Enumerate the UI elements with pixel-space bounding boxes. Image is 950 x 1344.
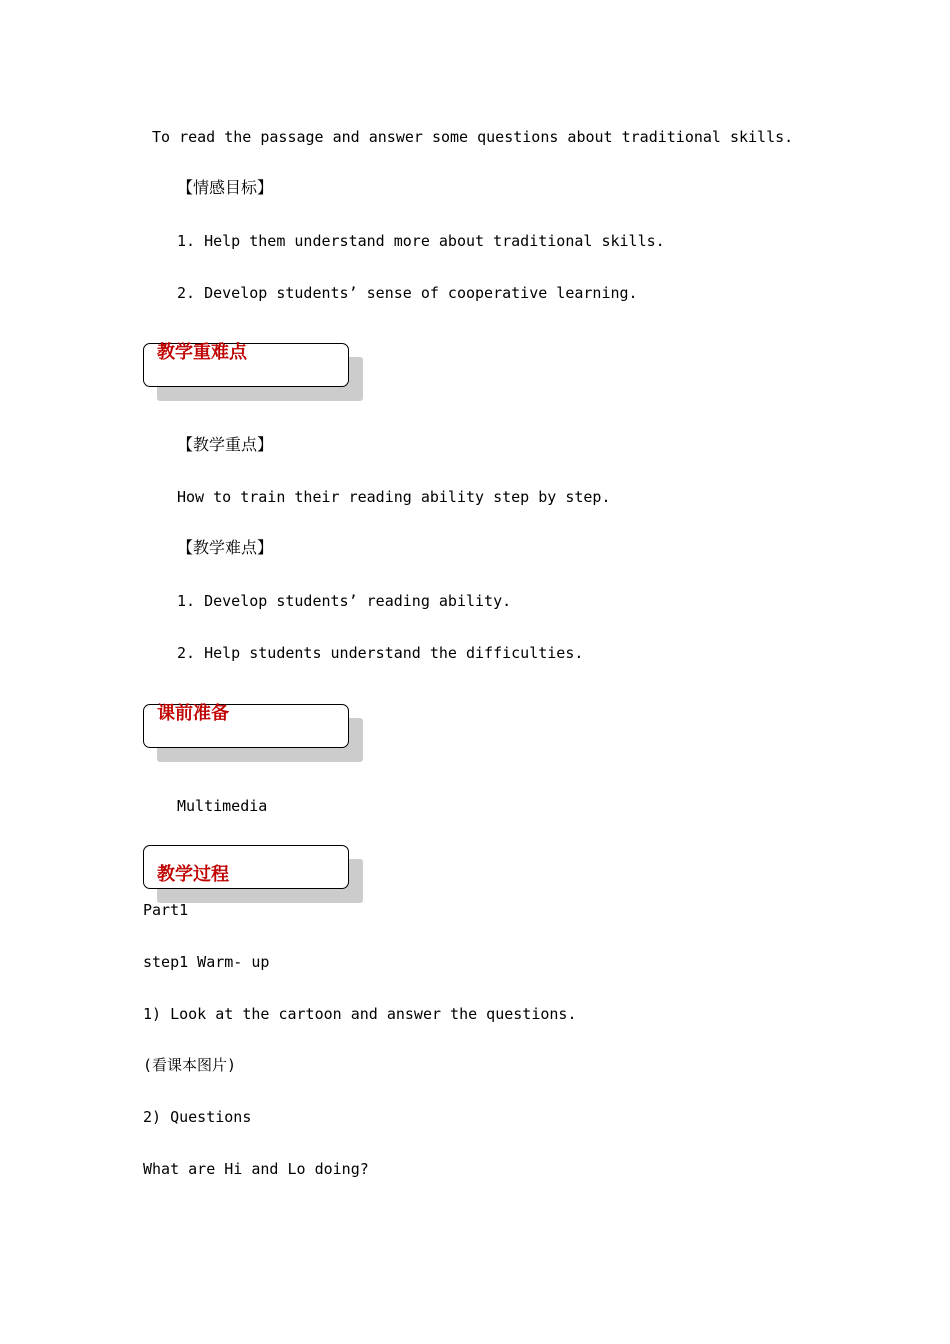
section-title: 教学过程 — [157, 864, 229, 885]
process-item-2: 2) Questions — [143, 1108, 252, 1126]
part-label: Part1 — [143, 901, 189, 919]
difficult-item-2: 2. Help students understand the difficulties. — [177, 644, 584, 662]
difficult-points-heading: 【教学难点】 — [177, 538, 274, 557]
preparation-text: Multimedia — [177, 797, 268, 815]
affective-item-1: 1. Help them understand more about traditional skills. — [177, 232, 665, 250]
key-points-text: How to train their reading ability step by step. — [177, 488, 611, 506]
difficult-item-1: 1. Develop students’ reading ability. — [177, 592, 512, 610]
process-question: What are Hi and Lo doing? — [143, 1160, 369, 1178]
section-heading-key-difficult — [143, 343, 349, 387]
process-item-1-note: (看课本图片) — [143, 1056, 237, 1074]
affective-goal-heading: 【情感目标】 — [177, 178, 274, 197]
affective-item-2: 2. Develop students’ sense of cooperative learning. — [177, 284, 638, 302]
section-heading-process — [143, 845, 349, 889]
step-label: step1 Warm- up — [143, 953, 270, 971]
key-points-heading: 【教学重点】 — [177, 435, 274, 454]
reading-goal-text: To read the passage and answer some questions about traditional skills. — [152, 128, 794, 146]
section-heading-preparation — [143, 704, 349, 748]
section-title: 课前准备 — [157, 703, 229, 724]
process-item-1: 1) Look at the cartoon and answer the questions. — [143, 1005, 577, 1023]
section-title: 教学重难点 — [157, 342, 247, 363]
